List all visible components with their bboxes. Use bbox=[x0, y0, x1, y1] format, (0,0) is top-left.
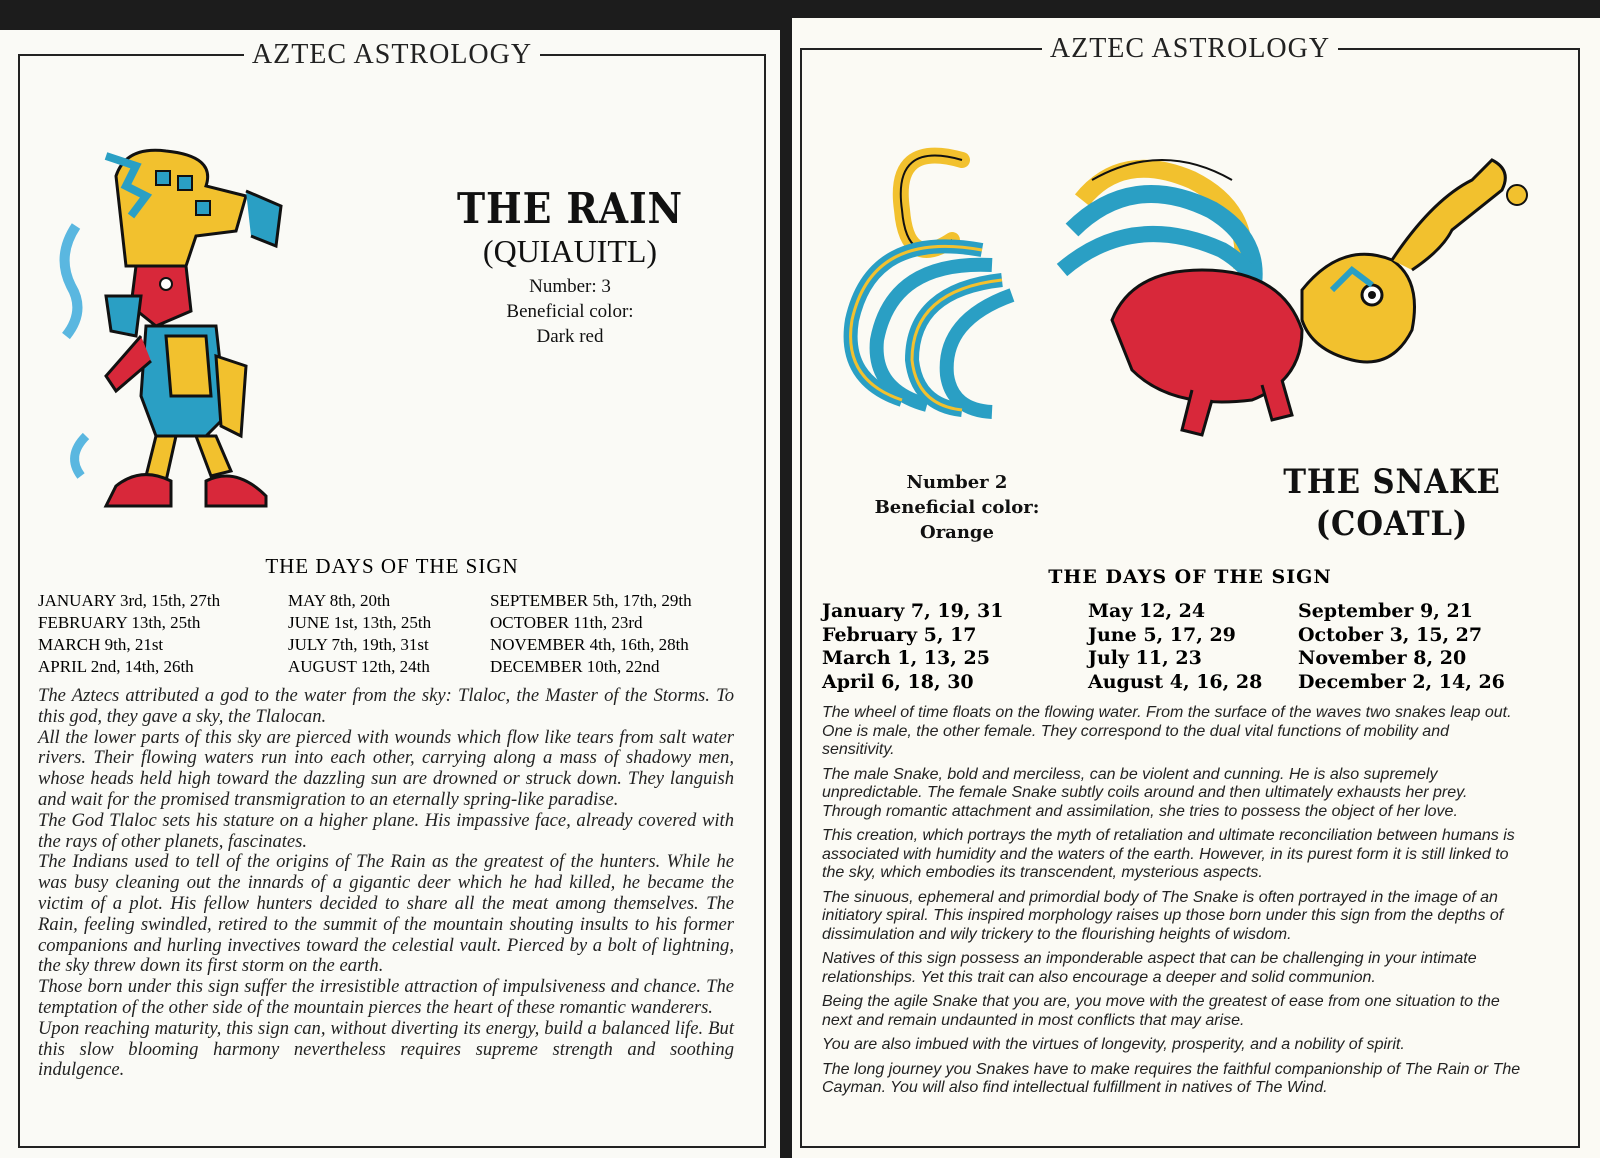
sign-number: Number 2 bbox=[906, 472, 1008, 493]
description-paragraph: Upon reaching maturity, this sign can, without diverting its energy, build a balanced life. But this slow blooming harmony nevertheless requires supreme strength and soothing indulgence. bbox=[38, 1017, 734, 1081]
sign-description bbox=[38, 686, 734, 1081]
card-the-rain bbox=[0, 30, 780, 1158]
days-grid bbox=[822, 600, 1562, 694]
sign-subtitle: (QUIAUITL) bbox=[482, 233, 658, 269]
day-entry: AUGUST 12th, 24th bbox=[288, 657, 430, 676]
beneficial-color-label: Beneficial color: bbox=[874, 497, 1040, 518]
days-heading: THE DAYS OF THE SIGN bbox=[265, 554, 519, 578]
description-paragraph: The long journey you Snakes have to make requires the faithful companionship of The Rain or The Cayman. You will also find intellectual fulfillment in natives of The Wind. bbox=[822, 1060, 1521, 1096]
day-entry: FEBRUARY 13th, 25th bbox=[38, 613, 201, 632]
day-entry: November 8, 20 bbox=[1298, 647, 1467, 669]
sign-subtitle: (COATL) bbox=[1315, 504, 1469, 544]
sign-number: Number: 3 bbox=[529, 276, 611, 297]
description-paragraph: This creation, which portrays the myth of retaliation and ultimate reconciliation between humans is associated with humidity and the waters of the earth. However, in its purest form it is still linked to the sky, which embodies its transcendent, mysterious aspects. bbox=[822, 827, 1515, 881]
sign-title: THE RAIN bbox=[456, 184, 683, 233]
beneficial-color-value: Dark red bbox=[536, 326, 604, 347]
description-paragraph: You are also imbued with the virtues of longevity, prosperity, and a nobility of spirit. bbox=[822, 1036, 1405, 1053]
day-entry: SEPTEMBER 5th, 17th, 29th bbox=[490, 591, 692, 610]
sign-title: THE SNAKE bbox=[1283, 462, 1501, 502]
header-text: AZTEC ASTROLOGY bbox=[244, 39, 540, 70]
serpent-head bbox=[1302, 254, 1415, 362]
days-column bbox=[288, 590, 490, 678]
feathered-serpent-illustration bbox=[832, 120, 1532, 460]
day-entry: April 6, 18, 30 bbox=[822, 670, 974, 693]
day-entry: February 5, 17 bbox=[822, 623, 977, 646]
day-entry: August 4, 16, 28 bbox=[1088, 670, 1263, 693]
title-block bbox=[440, 184, 700, 349]
days-heading: THE DAYS OF THE SIGN bbox=[1048, 566, 1332, 588]
days-grid bbox=[38, 590, 738, 678]
description-paragraph: Those born under this sign suffer the irresistible attraction of impulsiveness and chance. The temptation of the other side of the mountain pierces the heart of these romantic wanderers. bbox=[38, 976, 734, 1018]
description-paragraph: All the lower parts of this sky are pierced with wounds which flow like tears from salt water rivers. Their flowing waters run into each other, carrying along a mass of shadowy men, whose heads held high toward the dazzling sun are drowned or struck down. They languish and wait for the promised transmigration to an eternally spring-like paradise. bbox=[38, 726, 734, 810]
days-column bbox=[38, 590, 288, 678]
day-entry: July 11, 23 bbox=[1088, 647, 1202, 669]
day-entry: JANUARY 3rd, 15th, 27th bbox=[38, 591, 221, 610]
title-block bbox=[1262, 462, 1522, 544]
sign-description bbox=[822, 704, 1522, 1104]
description-paragraph: Natives of this sign possess an imponderable aspect that can be challenging in your intimate relationships. Yet this trait can also encourage a deeper and solid communion. bbox=[822, 950, 1477, 986]
day-entry: May 12, 24 bbox=[1088, 600, 1206, 622]
days-column bbox=[822, 600, 1088, 694]
card-frame bbox=[18, 39, 766, 1148]
days-column bbox=[1088, 600, 1298, 694]
day-entry: NOVEMBER 4th, 16th, 28th bbox=[490, 635, 689, 654]
right-foot bbox=[206, 476, 266, 506]
description-paragraph: Being the agile Snake that you are, you move with the greatest of ease from one situation to the next and remain undaunted in most conflicts that may arise. bbox=[822, 993, 1500, 1029]
description-paragraph: The sinuous, ephemeral and primordial body of The Snake is often portrayed in the image of an initiatory spiral. This inspired morphology raises up those born under this sign from the depths of dissimulation and wily trickery to the flourishing heights of wisdom. bbox=[822, 888, 1504, 943]
beneficial-color-label: Beneficial color: bbox=[506, 301, 634, 322]
card-the-snake bbox=[792, 18, 1600, 1158]
description-paragraph: The male Snake, bold and merciless, can be violent and cunning. He is also supremely unpredictable. The female Snake subtly coils around and then ultimately exhausts her prey. Through romantic attachment and assimilation, she tries to possess the object of her love. bbox=[822, 765, 1468, 820]
day-entry: January 7, 19, 31 bbox=[822, 600, 1004, 622]
description-paragraph: The God Tlaloc sets his stature on a higher plane. His impassive face, already covered with the rays of other planets, fascinates. bbox=[38, 809, 734, 852]
beneficial-color-value: Orange bbox=[920, 522, 994, 543]
day-entry: DECEMBER 10th, 22nd bbox=[490, 657, 660, 676]
day-entry: December 2, 14, 26 bbox=[1298, 670, 1505, 693]
info-block bbox=[862, 470, 1052, 545]
day-entry: October 3, 15, 27 bbox=[1298, 623, 1483, 646]
day-entry: OCTOBER 11th, 23rd bbox=[490, 613, 643, 632]
day-entry: MAY 8th, 20th bbox=[288, 591, 391, 610]
days-column bbox=[1298, 600, 1548, 694]
card-frame bbox=[800, 33, 1580, 1148]
day-entry: September 9, 21 bbox=[1298, 600, 1473, 622]
days-column bbox=[490, 590, 730, 678]
day-entry: JULY 7th, 19th, 31st bbox=[288, 635, 429, 654]
description-paragraph: The Aztecs attributed a god to the water from the sky: Tlaloc, the Master of the Storms. To this god, they gave a sky, the Tlalocan. bbox=[38, 685, 734, 727]
description-paragraph: The wheel of time floats on the flowing water. From the surface of the waves two snakes leap out. One is male, the other female. They correspond to the dual vital functions of mobility and sensitivity. bbox=[822, 704, 1512, 758]
day-entry: June 5, 17, 29 bbox=[1088, 623, 1236, 646]
day-entry: APRIL 2nd, 14th, 26th bbox=[38, 657, 194, 676]
left-foot bbox=[106, 475, 171, 506]
day-entry: MARCH 9th, 21st bbox=[38, 635, 164, 654]
day-entry: JUNE 1st, 13th, 25th bbox=[288, 613, 432, 632]
card-header bbox=[802, 33, 1578, 65]
card-header bbox=[20, 39, 764, 71]
day-entry: March 1, 13, 25 bbox=[822, 647, 990, 669]
description-paragraph: The Indians used to tell of the origins of The Rain as the greatest of the hunters. While he was busy cleaning out the innards of a gigantic deer which he had killed, he became the victim of a plot. His fellow hunters decided to share all the meat among themselves. The Rain, feeling swindled, retired to the summit of the mountain shouting insults to his former companions and hurling invectives toward the celestial vault. Pierced by a bolt of lightning, the sky threw down its first storm on the earth. bbox=[38, 851, 734, 977]
header-text: AZTEC ASTROLOGY bbox=[1042, 33, 1338, 64]
rain-god-illustration bbox=[46, 136, 286, 516]
